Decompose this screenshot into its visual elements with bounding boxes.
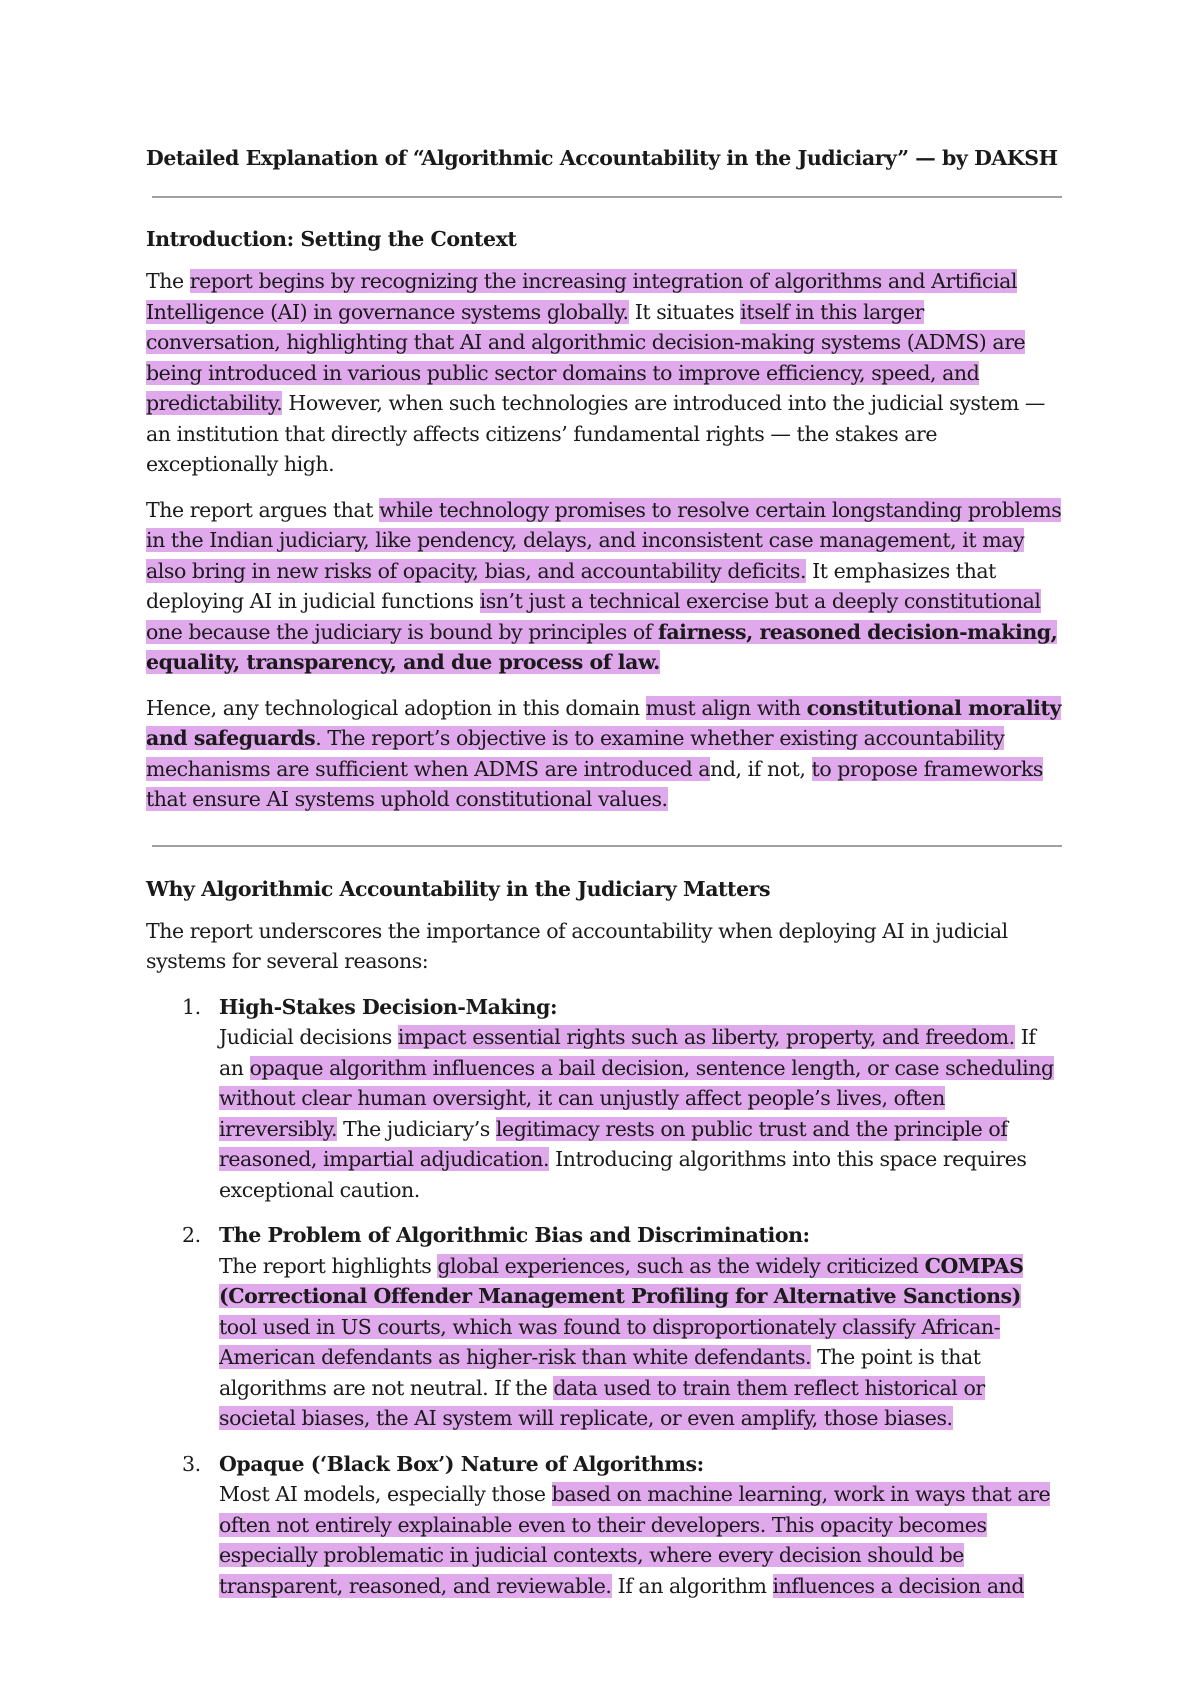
highlighted-text: COMPAS (Correctional Offender Management Profiling for Alternative Sanctions)	[219, 1253, 1024, 1308]
highlighted-text: constitutional morality and safeguards	[146, 695, 1061, 750]
paragraph: The report begins by recognizing the increasing integration of algorithms and Artificial Intelligence (AI) in governance systems globally. It situates itself in this larger conversation, highlighting that AI and algorithmic decision-making systems (ADMS) are being introduced in various public sector domains to improve efficiency, speed, and predictability. However, when such technologies are introduced into the judicial system — an institution that directly affects citizens’ fundamental rights — the stakes are exceptionally high.	[146, 269, 1045, 476]
list-item	[146, 1220, 1064, 1434]
highlighted-text: isn’t just a technical exercise but a deeply constitutional one because the judiciary is bound by principles of	[146, 589, 1041, 644]
section-why-accountability	[146, 874, 1064, 1602]
highlighted-text: itself in this larger conversation, highlighting that AI and algorithmic decision-making systems (ADMS) are being introduced in various public sector domains to improve efficiency, speed, and predictability.	[146, 299, 1026, 415]
highlighted-text: impact essential rights such as liberty, property, and freedom.	[397, 1025, 1015, 1049]
highlighted-text: data used to train them reflect historical or societal biases, the AI system will replicate, or even amplify, those biases.	[219, 1375, 985, 1430]
list-item-body: The report highlights global experiences, such as the widely criticized COMPAS (Correctional Offender Management Profiling for Alternative Sanctions) tool used in US courts, which was found to disproportionately classify African-American defendants as higher-risk than white defendants. The point is that algorithms are not neutral. If the data used to train them reflect historical or societal biases, the AI system will replicate, or even amplify, those biases.	[219, 1253, 1024, 1430]
highlighted-text: . The report’s objective is to examine whether existing accountability mechanisms are sufficient when ADMS are introduced a	[146, 726, 1005, 781]
divider	[152, 845, 1062, 847]
list-number: 3.	[182, 1451, 201, 1476]
highlighted-text: opaque algorithm influences a bail decision, sentence length, or case scheduling without clear human oversight, it can unjustly affect people’s lives, often irreversibly.	[219, 1055, 1054, 1141]
highlighted-text: tool used in US courts, which was found to disproportionately classify African-American defendants as higher-risk than white defendants.	[219, 1314, 1001, 1369]
document-title: Detailed Explanation of “Algorithmic Accountability in the Judiciary” — by DAKSH	[146, 146, 1058, 170]
highlighted-text: must align with	[645, 695, 807, 720]
list-number: 2.	[182, 1223, 201, 1247]
highlighted-text: report begins by recognizing the increasing integration of algorithms and Artificial Intelligence (AI) in governance systems globally.	[146, 269, 1018, 324]
section-introduction	[146, 224, 1064, 815]
paragraph: The report underscores the importance of accountability when deploying AI in judicial systems for several reasons:	[146, 918, 1008, 973]
highlighted-text: global experiences, such as the widely criticized	[437, 1253, 925, 1278]
section-heading-why: Why Algorithmic Accountability in the Judiciary Matters	[146, 876, 771, 901]
highlighted-text: legitimacy rests on public trust and the principle of reasoned, impartial adjudication.	[219, 1116, 1008, 1171]
list-item-title: High-Stakes Decision-Making:	[219, 994, 558, 1019]
section-heading-introduction: Introduction: Setting the Context	[146, 227, 517, 251]
paragraph: Hence, any technological adoption in this domain must align with constitutional morality and safeguards. The report’s objective is to examine whether existing accountability mechanisms are sufficient when ADMS are introduced and, if not, to propose frameworks that ensure AI systems uphold constitutional values.	[146, 695, 1061, 811]
list-item-title: Opaque (‘Black Box’) Nature of Algorithms:	[219, 1451, 704, 1476]
list-item-body: Most AI models, especially those based on machine learning, work in ways that are often not entirely explainable even to their developers. This opacity becomes especially problematic in judicial contexts, where every decision should be transparent, reasoned, and reviewable. If an algorithm influences a decision and	[219, 1482, 1051, 1598]
list-number: 1.	[182, 994, 201, 1019]
numbered-list	[146, 992, 1064, 1602]
highlighted-text: fairness, reasoned decision-making, equality, transparency, and due process of law.	[146, 619, 1058, 674]
highlighted-text: while technology promises to resolve certain longstanding problems in the Indian judiciary, like pendency, delays, and inconsistent case management, it may also bring in new risks of opacity, bias, and accountability deficits.	[146, 497, 1062, 583]
paragraph: The report argues that while technology promises to resolve certain longstanding problems in the Indian judiciary, like pendency, delays, and inconsistent case management, it may also bring in new risks of opacity, bias, and accountability deficits. It emphasizes that deploying AI in judicial functions isn’t just a technical exercise but a deeply constitutional one because the judiciary is bound by principles of fairness, reasoned decision-making, equality, transparency, and due process of law.	[146, 497, 1062, 674]
highlighted-text: based on machine learning, work in ways that are often not entirely explainable even to their developers. This opacity becomes especially problematic in judicial contexts, where every decision should be transparent, reasoned, and reviewable.	[219, 1482, 1051, 1598]
list-item	[146, 1449, 1064, 1602]
list-item-title: The Problem of Algorithmic Bias and Discrimination:	[219, 1223, 810, 1247]
document-content	[146, 143, 1064, 1616]
divider	[152, 196, 1062, 198]
list-item	[146, 992, 1064, 1206]
highlighted-text: to propose frameworks that ensure AI systems uphold constitutional values.	[146, 756, 1043, 811]
list-item-body: Judicial decisions impact essential rights such as liberty, property, and freedom. If an opaque algorithm influences a bail decision, sentence length, or case scheduling without clear human oversight, it can unjustly affect people’s lives, often irreversibly. The judiciary’s legitimacy rests on public trust and the principle of reasoned, impartial adjudication. Introducing algorithms into this space requires exceptional caution.	[219, 1025, 1054, 1202]
highlighted-text: influences a decision and	[772, 1573, 1025, 1598]
